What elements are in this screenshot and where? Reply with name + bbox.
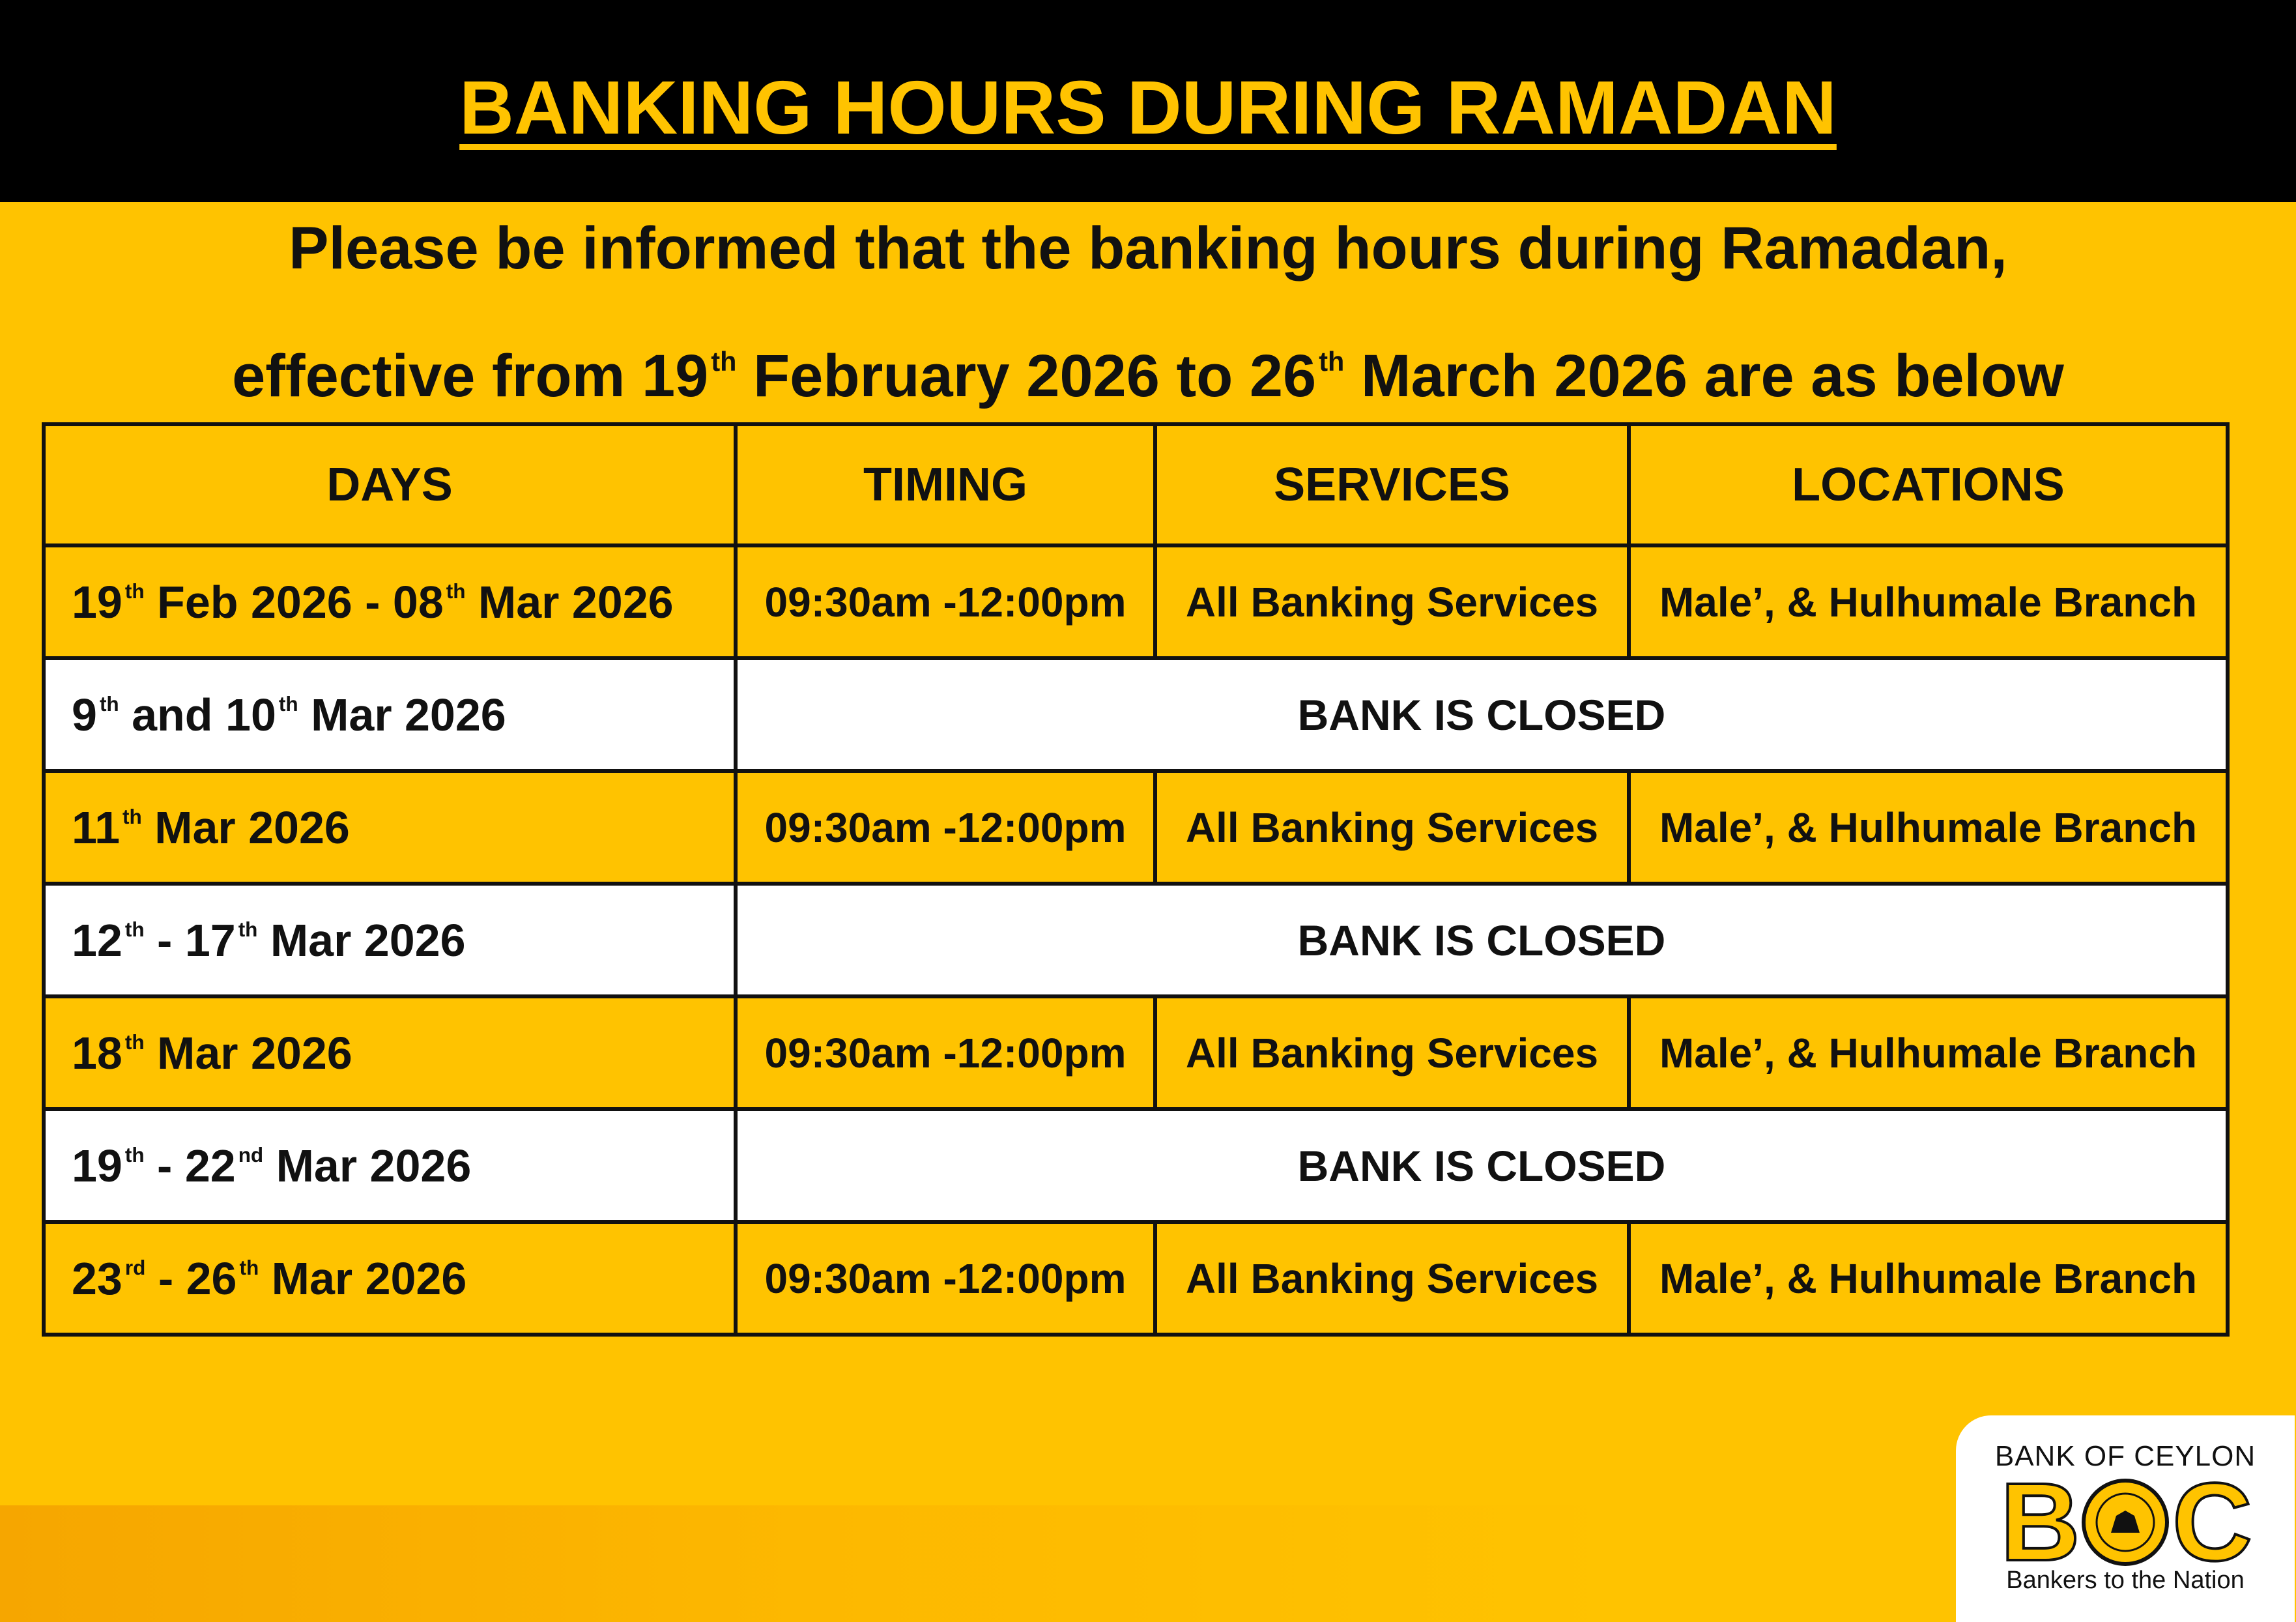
bank-logo bbox=[1956, 1415, 2295, 1622]
cell-locations: Male’, & Hulhumale Branch bbox=[1629, 1222, 2228, 1335]
cell-locations: Male’, & Hulhumale Branch bbox=[1629, 771, 2228, 884]
table-row bbox=[44, 771, 2228, 884]
intro-line-2: effective from 19th February 2026 to 26th March 2026 are as below bbox=[232, 343, 2064, 409]
cell-services: All Banking Services bbox=[1155, 545, 1629, 658]
bank-name: BANK OF CEYLON bbox=[1994, 1440, 2256, 1472]
cell-timing: 09:30am -12:00pm bbox=[736, 1222, 1155, 1335]
boc-logo-mark bbox=[1995, 1475, 2256, 1567]
cell-locations: Male’, & Hulhumale Branch bbox=[1629, 996, 2228, 1109]
cell-days: 9 $^{th}$ and 10 $^{th}$ Mar 2026 bbox=[44, 658, 736, 771]
cell-services: All Banking Services bbox=[1155, 771, 1629, 884]
cell-days: 18 $^{th}$ Mar 2026 bbox=[44, 996, 736, 1109]
bottom-gradient-band bbox=[0, 1505, 2296, 1622]
header-days: DAYS bbox=[44, 424, 736, 545]
cell-timing: 09:30am -12:00pm bbox=[736, 996, 1155, 1109]
cell-days: 11 $^{th}$ Mar 2026 bbox=[44, 771, 736, 884]
table-row bbox=[44, 996, 2228, 1109]
header-locations: LOCATIONS bbox=[1629, 424, 2228, 545]
table-body bbox=[44, 545, 2228, 1335]
cell-days: 23 $^{rd}$ - 26 $^{th}$ Mar 2026 bbox=[44, 1222, 736, 1335]
cell-services: All Banking Services bbox=[1155, 996, 1629, 1109]
cell-days: 19 $^{th}$ Feb 2026 - 08 $^{th}$ Mar 2026 bbox=[44, 545, 736, 658]
banking-hours-table bbox=[42, 422, 2230, 1337]
cell-services: All Banking Services bbox=[1155, 1222, 1629, 1335]
cell-days: 19 $^{th}$ - 22 $^{nd}$ Mar 2026 bbox=[44, 1109, 736, 1222]
table-row bbox=[44, 1222, 2228, 1335]
cell-timing: 09:30am -12:00pm bbox=[736, 545, 1155, 658]
cell-locations: Male’, & Hulhumale Branch bbox=[1629, 545, 2228, 658]
header-services: SERVICES bbox=[1155, 424, 1629, 545]
cell-bank-closed: BANK IS CLOSED bbox=[736, 658, 2228, 771]
table-row bbox=[44, 884, 2228, 996]
cell-days: 12 $^{th}$ - 17 $^{th}$ Mar 2026 bbox=[44, 884, 736, 996]
table-row bbox=[44, 1109, 2228, 1222]
logo-letter-b: B bbox=[2000, 1475, 2080, 1567]
logo-letter-c: C bbox=[2172, 1475, 2252, 1567]
bank-tagline: Bankers to the Nation bbox=[2006, 1567, 2245, 1594]
table-row bbox=[44, 658, 2228, 771]
cell-bank-closed: BANK IS CLOSED bbox=[736, 884, 2228, 996]
intro-line-1: Please be informed that the banking hours during Ramadan, bbox=[289, 215, 2007, 282]
header-timing: TIMING bbox=[736, 424, 1155, 545]
table-row bbox=[44, 545, 2228, 658]
table-header-row bbox=[44, 424, 2228, 545]
page-title: BANKING HOURS DURING RAMADAN bbox=[459, 65, 1837, 150]
cell-bank-closed: BANK IS CLOSED bbox=[736, 1109, 2228, 1222]
cell-timing: 09:30am -12:00pm bbox=[736, 771, 1155, 884]
title-banner bbox=[0, 0, 2296, 202]
